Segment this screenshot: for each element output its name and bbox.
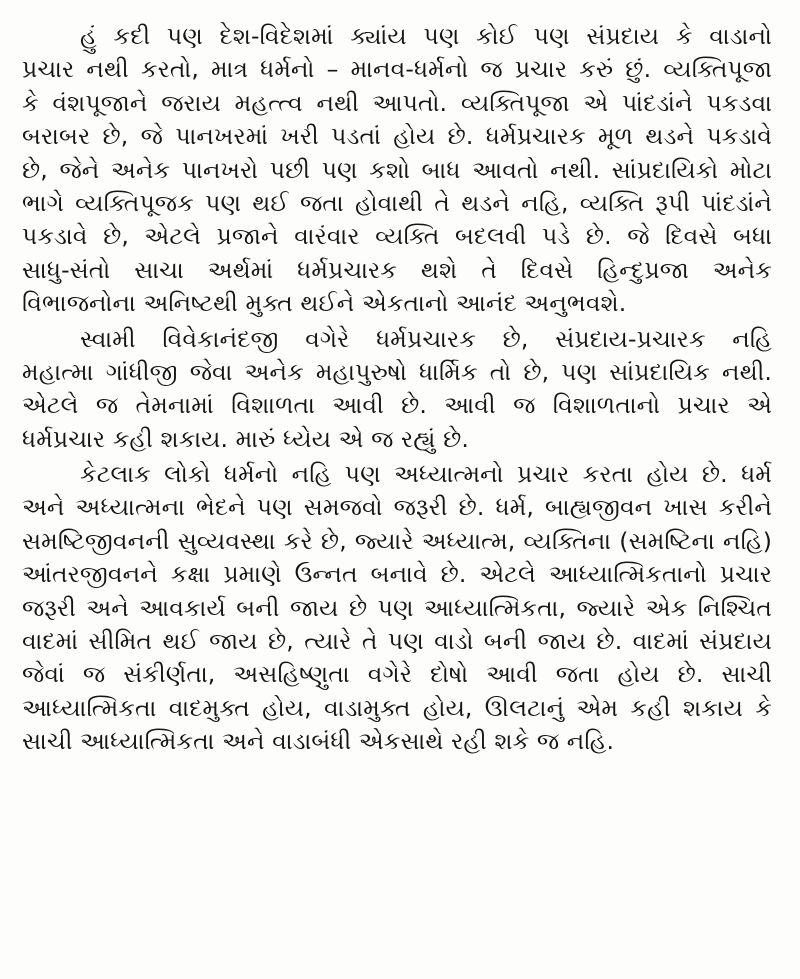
- paragraph-3: [22, 458, 772, 759]
- text-line: અને અધ્યાત્મના ભેદને પણ સમજવો જરૂરી છે. ધર્મ, બાહ્યજીવન ખાસ કરીને: [22, 493, 772, 522]
- text-line: કે વંશપૂજાને જરાય મહત્ત્વ નથી આપતો. વ્યક્તિપૂજા એ પાંદડાંને પકડવા: [22, 88, 772, 117]
- text-line: પકડાવે છે, એટલે પ્રજાને વારંવાર વ્યક્તિ બદલવી પડે છે. જે દિવસે બધા: [22, 222, 772, 251]
- text-line: જેવાં જ સંકીર્ણતા, અસહિષ્ણુતા વગેરે દોષો આવી જતા હોય છે. સાચી: [22, 660, 772, 689]
- text-line: હું કદી પણ દેશ-વિદેશમાં ક્યાંય પણ કોઈ પણ સંપ્રદાય કે વાડાનો: [80, 22, 772, 50]
- text-line: એટલે જ તેમનામાં વિશાળતા આવી છે. આવી જ વિશાળતાનો પ્રચાર એ: [22, 391, 772, 420]
- text-line: બરાબર છે, જે પાનખરમાં ખરી પડતાં હોય છે. ધર્મપ્રચારક મૂળ થડને પકડાવે: [22, 122, 772, 151]
- text-line: વાદમાં સીમિત થઈ જાય છે, ત્યારે તે પણ વાડો બની જાય છે. વાદમાં સંપ્રદાય: [22, 627, 772, 656]
- paragraph-1: [22, 20, 772, 321]
- paragraph-2: [22, 323, 772, 457]
- text-line: આધ્યાત્મિકતા વાદમુક્ત હોય, વાડામુક્ત હોય, ઊલટાનું એમ કહી શકાય કે: [22, 693, 772, 722]
- text-line: સાચી આધ્યાત્મિકતા અને વાડાબંધી એકસાથે રહી શકે જ નહિ.: [22, 727, 615, 756]
- text-line: મહાત્મા ગાંધીજી જેવા અનેક મહાપુરુષો ધાર્મિક તો છે, પણ સાંપ્રદાયિક નથી.: [22, 357, 772, 386]
- text-line: જરૂરી અને આવકાર્ય બની જાય છે પણ આધ્યાત્મિકતા, જ્યારે એક નિશ્ચિત: [22, 593, 772, 622]
- text-line: આંતરજીવનને કક્ષા પ્રમાણે ઉન્નત બનાવે છે. એટલે આધ્યાત્મિકતાનો પ્રચાર: [22, 560, 772, 589]
- text-line: ધર્મપ્રચાર કહી શકાય. મારું ધ્યેય એ જ રહ્યું છે.: [22, 424, 469, 453]
- text-line: ભાગે વ્યક્તિપૂજક પણ થઈ જતા હોવાથી તે થડને નહિ, વ્યક્તિ રૂપી પાંદડાંને: [22, 188, 772, 217]
- text-line: છે, જેને અનેક પાનખરો પછી પણ કશો બાધ આવતો નથી. સાંપ્રદાયિકો મોટા: [22, 155, 772, 184]
- text-line: વિભાજનોના અનિષ્ટથી મુક્ત થઈને એકતાનો આનંદ અનુભવશે.: [22, 289, 627, 318]
- text-line: સમષ્ટિજીવનની સુવ્યવસ્થા કરે છે, જ્યારે અધ્યાત્મ, વ્યક્તિના (સમષ્ટિના નહિ): [22, 526, 772, 555]
- text-line: પ્રચાર નથી કરતો, માત્ર ધર્મનો – માનવ-ધર્મનો જ પ્રચાર કરું છું. વ્યક્તિપૂજા: [22, 55, 772, 84]
- text-line: સ્વામી વિવેકાનંદજી વગેરે ધર્મપ્રચારક છે, સંપ્રદાય-પ્રચારક નહિ: [80, 324, 772, 353]
- text-line: સાધુ-સંતો સાચા અર્થમાં ધર્મપ્રચારક થશે તે દિવસે હિન્દુપ્રજા અનેક: [22, 255, 772, 284]
- text-line: કેટલાક લોકો ધર્મનો નહિ પણ અધ્યાત્મનો પ્રચાર કરતા હોય છે. ધર્મ: [80, 460, 772, 489]
